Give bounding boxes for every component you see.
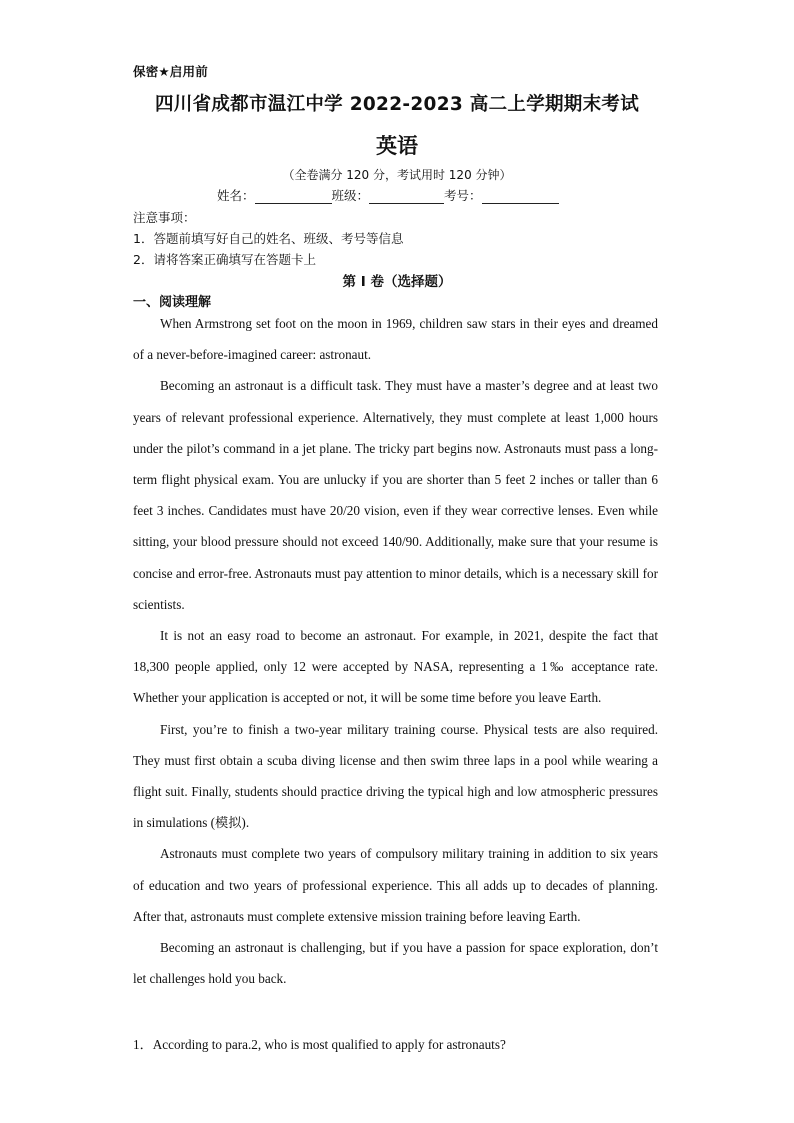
question-1: 1．According to para.2, who is most qualified to apply for astronauts? (133, 1037, 506, 1052)
section-title: 第 I 卷（选择题） (342, 274, 452, 290)
confidential-label: 保密★启用前 (133, 64, 208, 79)
notice-item: 2．请将答案正确填写在答题卡上 (133, 252, 316, 267)
class-blank[interactable] (369, 189, 444, 204)
passage-paragraph: When Armstrong set foot on the moon in 1969, children saw stars in their eyes and dreamed of a never-before-imagined career: astronaut. (133, 316, 658, 363)
notice-item: 1．答题前填写好自己的姓名、班级、考号等信息 (133, 231, 404, 246)
notice-title: 注意事项： (133, 210, 196, 225)
class-label: 班级： (331, 188, 370, 203)
passage-paragraph: Becoming an astronaut is a difficult task. They must have a master’s degree and at least two years of relevant professional experience. Alternatively, they must complete at least 1,000 hours under the pilot’s command in a jet plane. The tricky part begins now. Astronauts must pass a long-term flight physical exam. You are unlucky if you are shorter than 5 feet 2 inches or taller than 6 feet 3 inches. Candidates must have 20/20 vision, even if they wear corrective lenses. Even while sitting, your blood pressure should not exceed 140/90. Additionally, make sure that your resume is concise and error-free. Astronauts must pay attention to minor details, which is a necessary skill for scientists. (133, 378, 658, 612)
name-blank[interactable] (255, 189, 332, 204)
name-label: 姓名： (217, 188, 255, 203)
passage-paragraph: Astronauts must complete two years of compulsory military training in addition to six years of education and two years of professional experience. This all adds up to decades of planning. After that, astronauts must complete extensive mission training before leaving Earth. (133, 846, 658, 924)
part-title: 一、阅读理解 (133, 295, 212, 310)
subject-title: 英语 (376, 134, 418, 158)
passage-paragraph: First, you’re to finish a two-year military training course. Physical tests are also required. They must first obtain a scuba diving license and then swim three laps in a pool while wearing a flight suit. Finally, students should practice driving the typical high and low atmospheric pressures in simulations (模拟). (133, 721, 658, 831)
passage-paragraph: Becoming an astronaut is challenging, but if you have a passion for space exploration, don’t let challenges hold you back. (133, 940, 658, 987)
passage-paragraph: It is not an easy road to become an astronaut. For example, in 2021, despite the fact that 18,300 people applied, only 12 were accepted by NASA, representing a 1‰ acceptance rate. Whether your application is accepted or not, it will be some time before you leave Earth. (133, 628, 658, 706)
exam-number-blank[interactable] (482, 189, 559, 204)
score-time-note: （全卷满分 120 分，考试用时 120 分钟） (282, 168, 512, 182)
student-info-row (217, 186, 559, 204)
reading-passage (133, 308, 658, 994)
exam-title: 四川省成都市温江中学 2022-2023 高二上学期期末考试 (154, 94, 640, 115)
exam-number-label: 考号： (444, 188, 482, 203)
